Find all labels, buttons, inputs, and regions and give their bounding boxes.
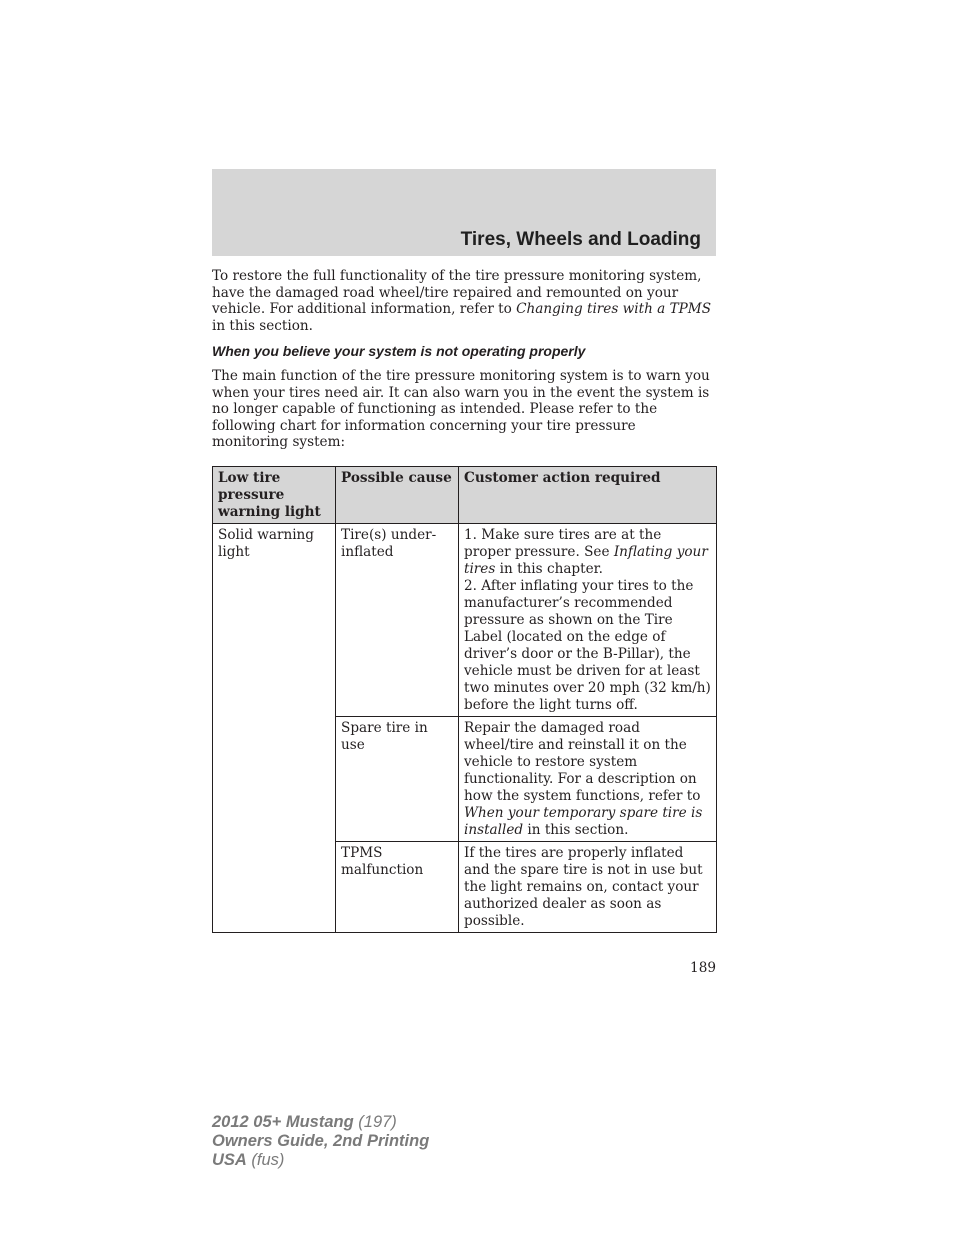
warning-light-cell: Solid warning light [213,523,336,932]
action-step-2: 2. After inflating your tires to the manufacturer’s recommended pressure as shown on the Tire Label (located on the edge of driver’s door or the B-Pillar), the vehicle must be driven for at least two minutes over 20 mph (32 km/h) before the light turns off. [464,577,711,713]
footer-line-market [212,1151,429,1170]
intro-text-end: in this section. [212,317,313,334]
cause-cell: Tire(s) under-inflated [336,523,459,716]
section-header-band [212,169,716,256]
intro-text: To restore the full functionality of the tire pressure monitoring system, have the damaged road wheel/tire repaired and remounted on your vehicle. For additional information, refer to [212,268,702,317]
intro-reference: Changing tires with a TPMS [516,301,712,317]
table-header-row [213,466,717,523]
main-paragraph: The main function of the tire pressure monitoring system is to warn you when your tires need air. It can also warn you in the event the system is no longer capable of functioning as intended. Please refer to the following chart for information concerning your tire pressure monitoring system: [212,368,710,450]
action-reference: When your temporary spare tire is installed [464,804,703,838]
intro-paragraph [212,268,716,334]
footer-imprint [212,1113,429,1170]
action-cell [459,523,717,716]
footer-guide: Owners Guide, 2nd Printing [212,1132,430,1150]
footer-line-guide [212,1132,429,1151]
footer-model: 2012 05+ Mustang [212,1113,354,1131]
footer-market-code: (fus) [246,1151,285,1169]
subheading: When you believe your system is not operating properly [212,343,586,359]
action-cell: If the tires are properly inflated and the spare tire is not in use but the light remains on, contact your authorized dealer as soon as possible. [459,841,717,932]
action-text-end: in this chapter. [495,560,603,577]
footer-line-model [212,1113,429,1132]
footer-market: USA [212,1151,247,1169]
action-text-end: in this section. [523,821,629,838]
cause-cell: Spare tire in use [336,716,459,841]
tpms-chart-table [212,466,717,933]
action-text: Repair the damaged road wheel/tire and reinstall it on the vehicle to restore system functionality. For a description on how the system functions, refer to [464,719,701,804]
section-title: Tires, Wheels and Loading [460,229,701,250]
action-cell [459,716,717,841]
page-content [212,268,716,933]
header-warning-light: Low tire pressure warning light [213,466,336,523]
cause-cell: TPMS malfunction [336,841,459,932]
header-customer-action: Customer action required [459,466,717,523]
action-text: 1. Make sure tires are at the proper pressure. See [464,526,662,560]
header-possible-cause: Possible cause [336,466,459,523]
table-row [213,523,717,716]
action-reference: Inflating your tires [464,543,708,577]
page-number: 189 [690,960,716,976]
footer-model-code: (197) [353,1113,397,1131]
